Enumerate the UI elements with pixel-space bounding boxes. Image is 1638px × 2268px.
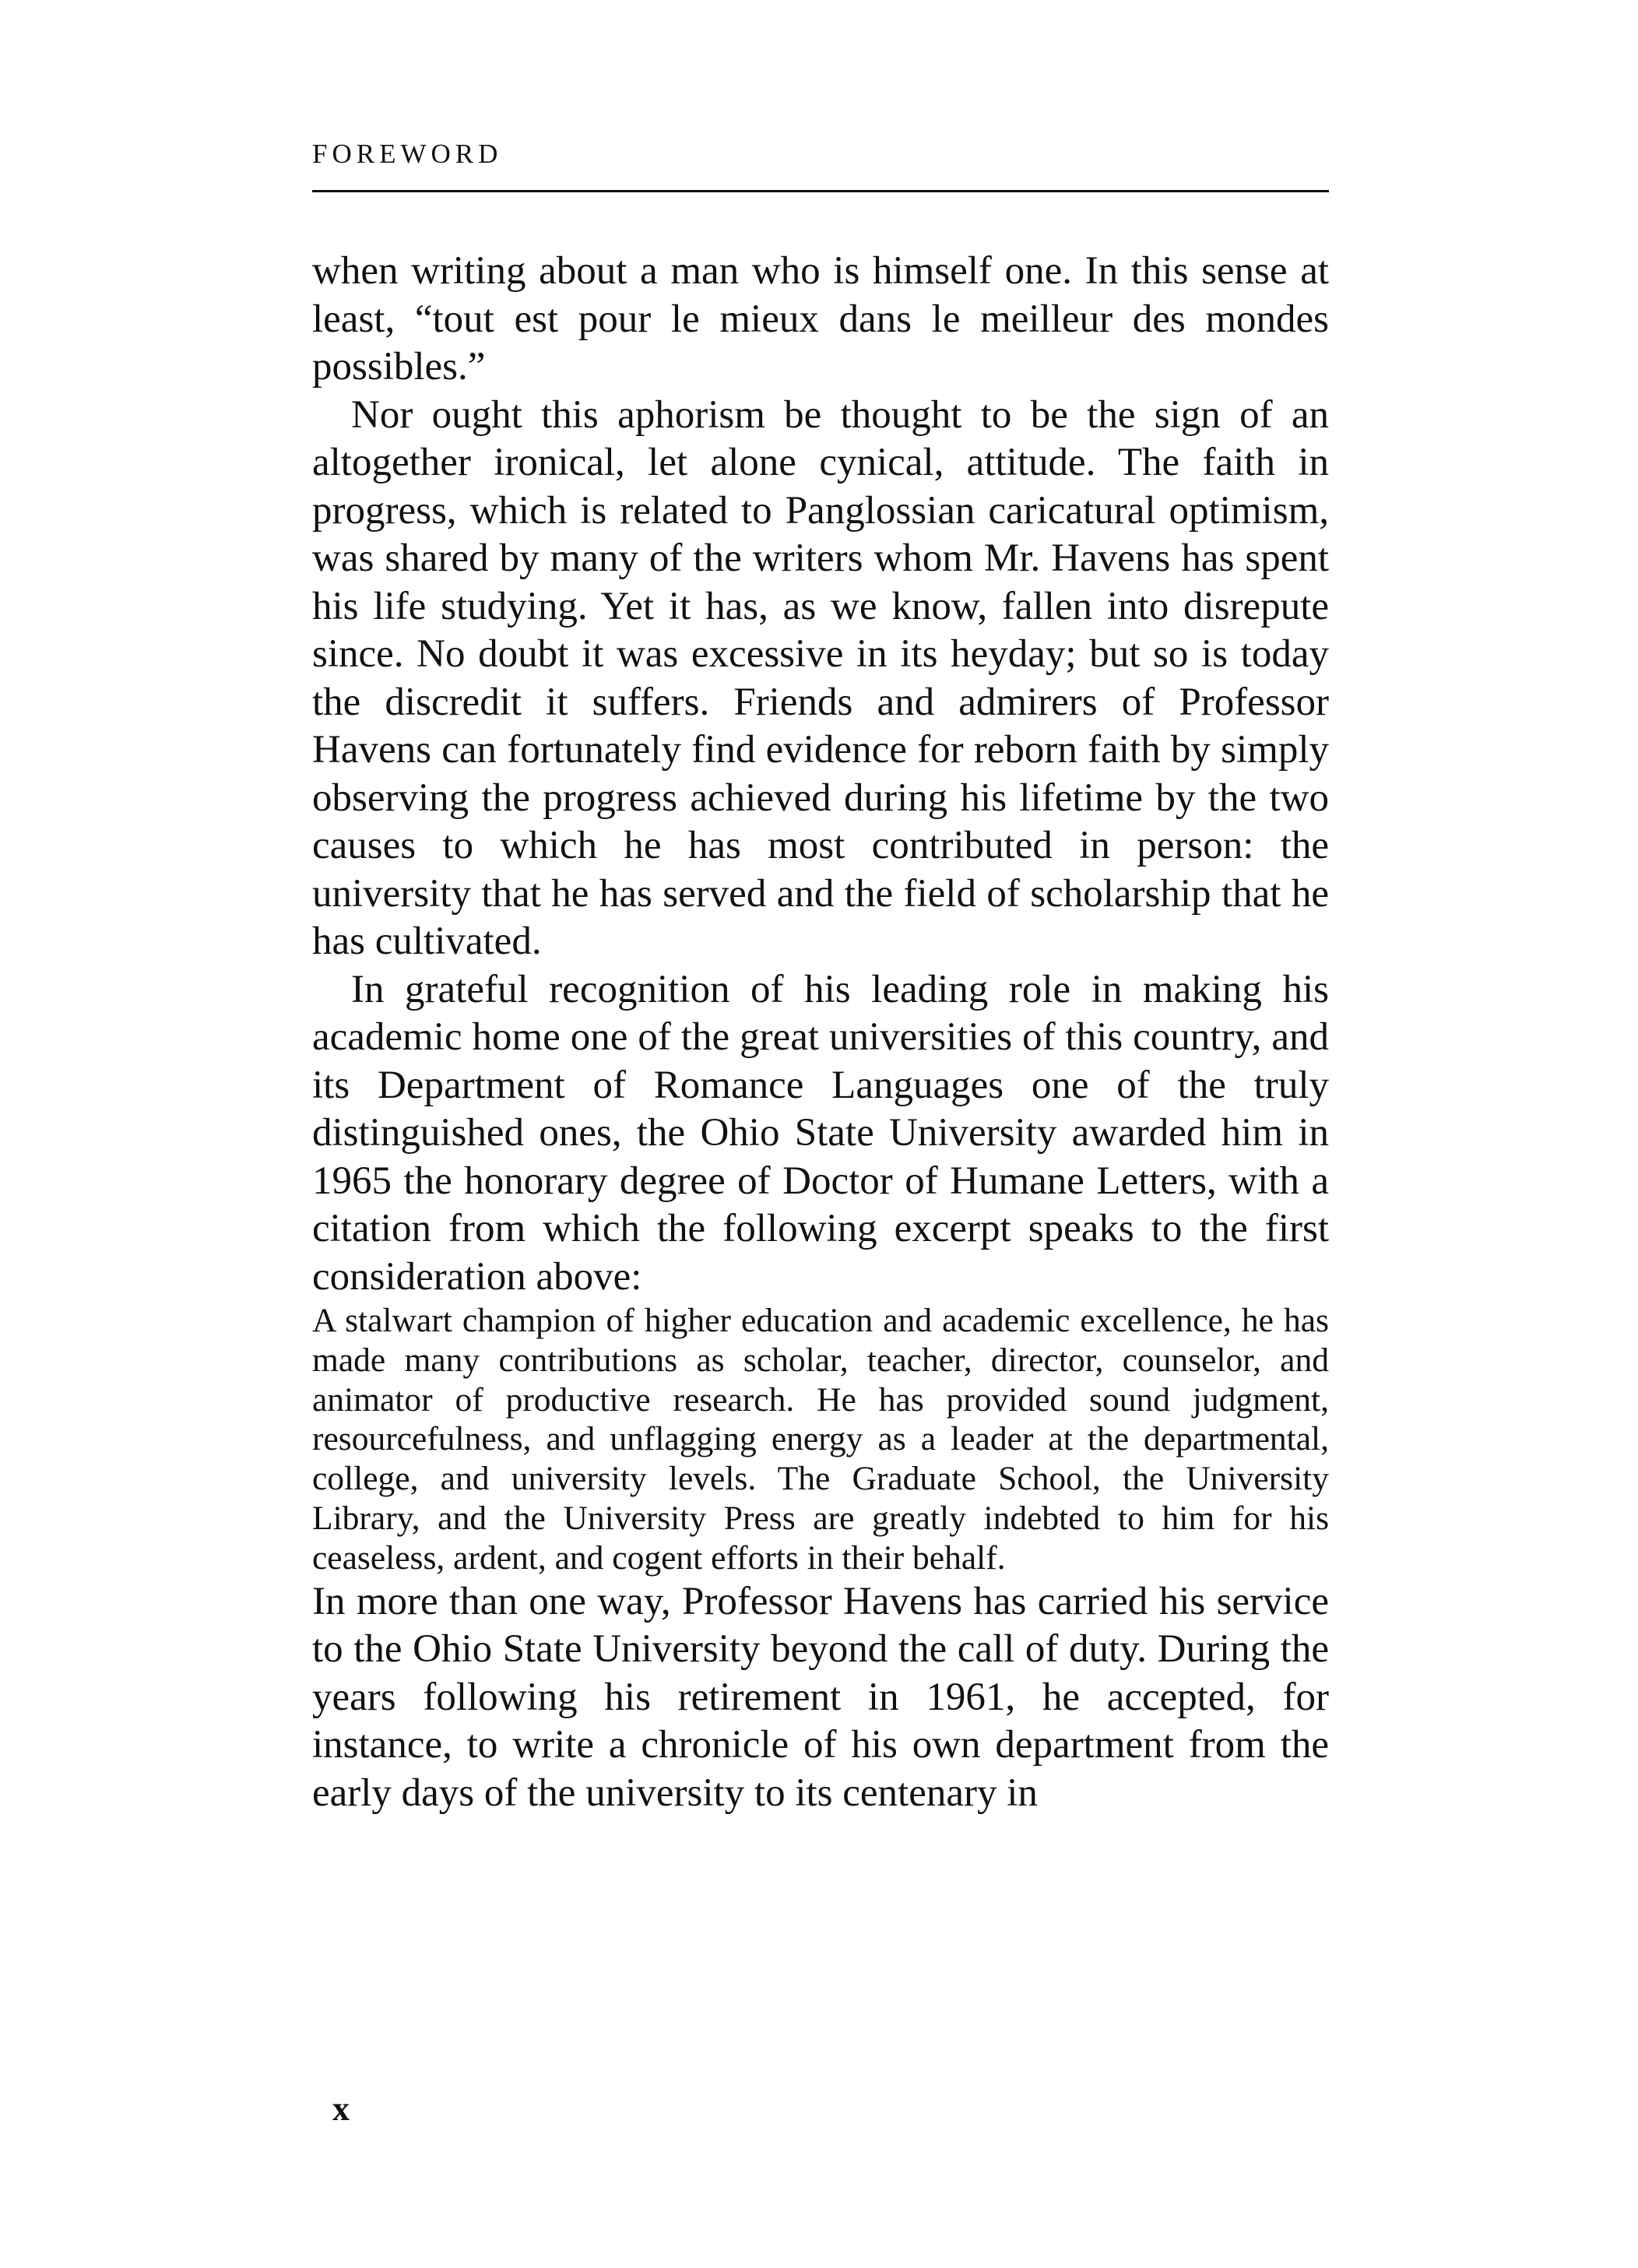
header-rule [312,190,1329,192]
page-body [312,248,1329,1817]
block-quotation-citation: A stalwart champion of higher education and academic excellence, he has made many contributions as scholar, teacher, director, counselor, and animator of productive research. He has provided sound judgment, resourcefulness, and unflagging energy as a leader at the departmental, college, and university levels. The Graduate School, the University Library, and the University Press are greatly indebted to him for his ceaseless, ardent, and cogent efforts in their behalf. [312,1302,1329,1577]
page-number: x [332,2090,350,2128]
running-head-title: FOREWORD [312,139,503,169]
paragraph-continued: when writing about a man who is himself one. In this sense at least, “tout est pour le mieux dans le meilleur des mondes possibles.” [312,249,1329,389]
paragraph-service: In more than one way, Professor Havens has carried his service to the Ohio State University beyond the call of duty. During the years following his retirement in 1961, he accepted, for instance, to write a chronicle of his own department from the early days of the university to its centenary in [312,1579,1329,1815]
paragraph-faith-in-progress: Nor ought this aphorism be thought to be the sign of an altogether ironical, let alone cynical, attitude. The faith in progress, which is related to Panglossian caricatural optimism, was shared by many of the writers whom Mr. Havens has spent his life studying. Yet it has, as we know, fallen into disrepute since. No doubt it was excessive in its heyday; but so is today the discredit it suffers. Friends and admirers of Professor Havens can fortunately find evidence for reborn faith by simply observing the progress achieved during his lifetime by the two causes to which he has most contributed in person: the university that he has served and the field of scholarship that he has cultivated. [312,392,1329,963]
paragraph-recognition: In grateful recognition of his leading role in making his academic home one of the great universities of this country, and its Department of Romance Languages one of the truly distinguished ones, the Ohio State University awarded him in 1965 the honorary degree of Doctor of Humane Letters, with a citation from which the following excerpt speaks to the first consideration above: [312,967,1329,1299]
